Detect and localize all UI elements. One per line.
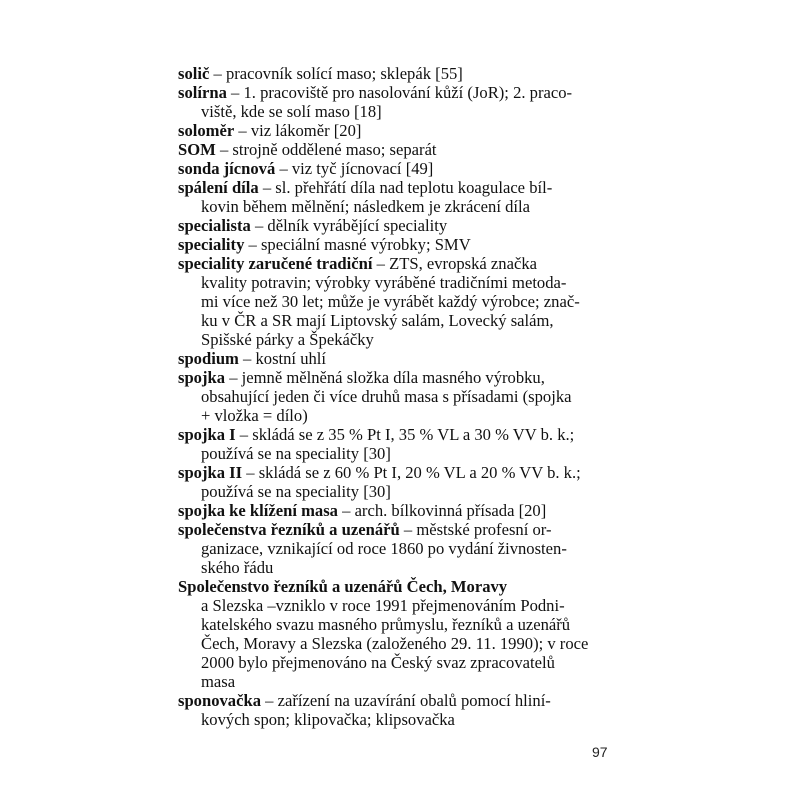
entry-solomer bbox=[178, 121, 618, 140]
entry-text: ganizace, vznikající od roce 1860 po vydání živnosten- bbox=[201, 539, 567, 558]
entry-spaleni-dila bbox=[178, 178, 618, 216]
entry-spojka-i bbox=[178, 425, 618, 463]
entry-head: společenstva řezníků a uzenářů bbox=[178, 520, 400, 539]
entry-spolecenstva bbox=[178, 520, 618, 577]
entry-text: – kostní uhlí bbox=[243, 349, 327, 368]
entry-head: SOM bbox=[178, 140, 216, 159]
entry-specialista bbox=[178, 216, 618, 235]
entry-text: – dělník vyrábějící speciality bbox=[254, 216, 448, 235]
entry-text: – speciální masné výrobky; SMV bbox=[248, 235, 471, 254]
entry-head: speciality zaručené tradiční bbox=[178, 254, 373, 273]
entry-text: – skládá se z 35 % Pt I, 35 % VL a 30 % VV b. k.; bbox=[239, 425, 575, 444]
entry-text: Spišské párky a Špekáčky bbox=[201, 330, 374, 349]
entry-text: ského řádu bbox=[201, 558, 274, 577]
entry-text: masa bbox=[201, 672, 236, 691]
entry-head: solič bbox=[178, 64, 210, 83]
entry-head: Společenstvo řezníků a uzenářů Čech, Moravy bbox=[178, 577, 508, 596]
entry-head: spojka II bbox=[178, 463, 243, 482]
entry-head: sonda jícnová bbox=[178, 159, 276, 178]
entry-spolecenstvo bbox=[178, 577, 618, 691]
entry-head: spálení díla bbox=[178, 178, 259, 197]
entry-speciality-zarucene bbox=[178, 254, 618, 349]
entry-head: sponovačka bbox=[178, 691, 261, 710]
entry-spojka-ii bbox=[178, 463, 618, 501]
entry-text: – městské profesní or- bbox=[403, 520, 552, 539]
entry-text: kových spon; klipovačka; klipsovačka bbox=[201, 710, 455, 729]
entry-spojka-ke-klizeni bbox=[178, 501, 618, 520]
entry-text: katelského svazu masného průmyslu, řezníků a uzenářů bbox=[201, 615, 571, 634]
entry-text: – viz tyč jícnovací [49] bbox=[279, 159, 434, 178]
entry-list bbox=[178, 64, 618, 729]
entry-head: spojka ke klížení masa bbox=[178, 501, 338, 520]
entry-text: kvality potravin; výrobky vyráběné tradičními metoda- bbox=[201, 273, 567, 292]
entry-text: ku v ČR a SR mají Liptovský salám, Lovecký salám, bbox=[201, 311, 554, 330]
entry-spojka bbox=[178, 368, 618, 425]
entry-head: spojka bbox=[178, 368, 226, 387]
entry-text: + vložka = dílo) bbox=[201, 406, 308, 425]
entry-text: – viz lákoměr [20] bbox=[238, 121, 362, 140]
entry-som bbox=[178, 140, 618, 159]
entry-speciality bbox=[178, 235, 618, 254]
entry-text: 2000 bylo přejmenováno na Český svaz zpracovatelů bbox=[201, 653, 555, 672]
entry-head: spojka I bbox=[178, 425, 236, 444]
entry-text: – pracovník solící maso; sklepák [55] bbox=[213, 64, 463, 83]
entry-head: soloměr bbox=[178, 121, 235, 140]
entry-text: používá se na speciality [30] bbox=[201, 482, 391, 501]
entry-solic bbox=[178, 64, 618, 83]
entry-text: kovin během mělnění; následkem je zkrácení díla bbox=[201, 197, 530, 216]
entry-sponovacka bbox=[178, 691, 618, 729]
entry-head: speciality bbox=[178, 235, 245, 254]
entry-text: – 1. pracoviště pro nasolování kůží (JoR); 2. praco- bbox=[231, 83, 573, 102]
entry-text: používá se na speciality [30] bbox=[201, 444, 391, 463]
entry-sonda-jicnova bbox=[178, 159, 618, 178]
entry-solirna bbox=[178, 83, 618, 121]
entry-text: – skládá se z 60 % Pt I, 20 % VL a 20 % VV b. k.; bbox=[246, 463, 581, 482]
entry-head: spodium bbox=[178, 349, 239, 368]
entry-text: – jemně mělněná složka díla masného výrobku, bbox=[229, 368, 545, 387]
entry-text: obsahující jeden či více druhů masa s přísadami (spojka bbox=[201, 387, 572, 406]
entry-head: specialista bbox=[178, 216, 251, 235]
entry-text: a Slezska –vzniklo v roce 1991 přejmenováním Podni- bbox=[201, 596, 565, 615]
page-number: 97 bbox=[592, 744, 608, 760]
entry-text: – zařízení na uzavírání obalů pomocí hliní- bbox=[265, 691, 551, 710]
entry-text: – strojně oddělené maso; separát bbox=[219, 140, 437, 159]
entry-spodium bbox=[178, 349, 618, 368]
entry-text: mi více než 30 let; může je vyrábět každý výrobce; znač- bbox=[201, 292, 580, 311]
entry-text: – sl. přehřátí díla nad teplotu koagulace bíl- bbox=[262, 178, 553, 197]
entry-text: viště, kde se solí maso [18] bbox=[201, 102, 382, 121]
entry-text: – ZTS, evropská značka bbox=[376, 254, 537, 273]
entry-text: – arch. bílkovinná přísada [20] bbox=[342, 501, 547, 520]
entry-head: solírna bbox=[178, 83, 227, 102]
entry-text: Čech, Moravy a Slezska (založeného 29. 11. 1990); v roce bbox=[201, 634, 589, 653]
